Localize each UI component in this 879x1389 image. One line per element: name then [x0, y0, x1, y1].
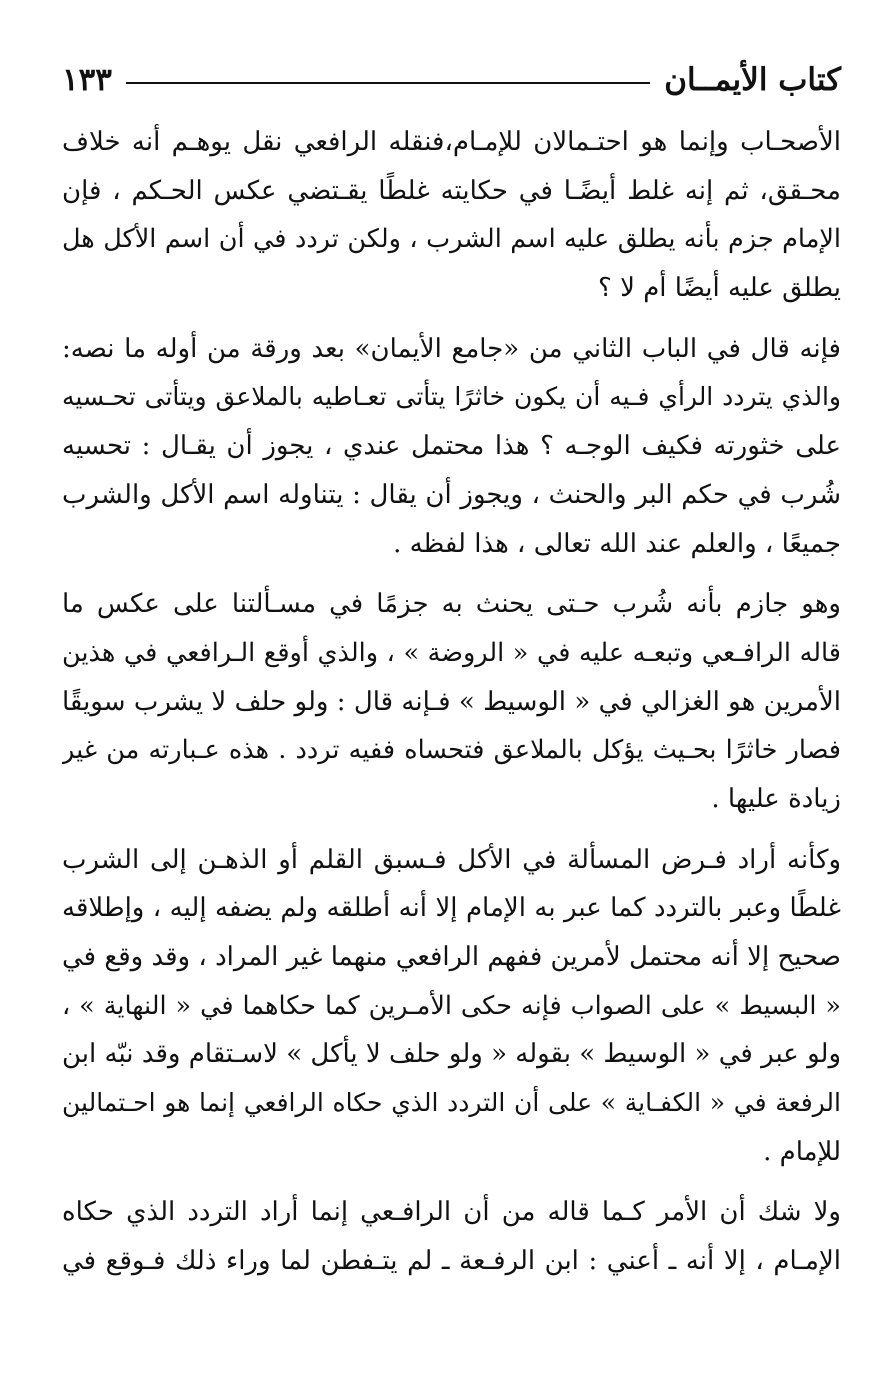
text-line: محـقق، ثم إنه غلط أيضًـا في حكايته غلطًا يقـتضي عكس الحـكم ، فإن: [62, 175, 841, 206]
book-title: كتاب الأيمــان: [664, 62, 841, 98]
header-rule: [126, 82, 650, 84]
text-line: الإمام جزم بأنه يطلق عليه اسم الشرب ، ولكن تردد في أن اسم الأكل هل: [62, 224, 841, 255]
text-line: ولو عبر في « الوسيط » بقوله « ولو حلف لا يأكل » لاسـتقام وقد نبّه ابن: [62, 1039, 841, 1070]
text-line: صحيح إلا أنه محتمل لأمرين ففهم الرافعي منهما غير المراد ، وقد وقع في: [62, 942, 841, 972]
paragraph-5: [62, 1188, 841, 1285]
text-line: جميعًا ، والعلم عند الله تعالى ، هذا لفظه .: [393, 528, 841, 559]
text-line: قاله الرافـعي وتبعـه عليه في « الروضة » ، والذي أوقع الـرافعي في هذين: [62, 637, 841, 668]
text-line: على خثورته فكيف الوجـه ؟ هذا محتمل عندي ، يجوز أن يقـال : تحسيه: [62, 431, 841, 462]
text-line: الإمـام ، إلا أنه ـ أعني : ابن الرفـعة ـ لم يتـفطن لما وراء ذلك فـوقع في: [62, 1246, 841, 1277]
text-line: شُرب في حكم البر والحنث ، ويجوز أن يقال : يتناوله اسم الأكل والشرب: [62, 479, 841, 510]
paragraph-1: [62, 118, 841, 313]
paragraph-4: [62, 836, 841, 1177]
text-line: يطلق عليه أيضًا أم لا ؟: [598, 273, 841, 304]
body-text: [62, 118, 841, 1298]
text-line: الرفعة في « الكفـاية » على أن التردد الذي حكاه الرافعي إنما هو احـتمالين: [62, 1088, 841, 1118]
text-line: ولا شك أن الأمر كـما قاله من أن الرافـعي إنما أراد التردد الذي حكاه: [62, 1197, 841, 1228]
text-line: فصار خاثرًا بحـيث يؤكل بالملاعق فتحساه ففيه تردد . هذه عـبارته من غير: [62, 735, 841, 766]
text-line: زيادة عليها .: [711, 783, 841, 814]
text-line: « البسيط » على الصواب فإنه حكى الأمـرين كما حكاهما في « النهاية » ،: [62, 990, 841, 1021]
text-line: غلطًا وعبر بالتردد كما عبر به الإمام إلا أنه أطلقه ولم يضفه إليه ، وإطلاقه: [62, 893, 841, 924]
text-line: والذي يتردد الرأي فـيه أن يكون خاثرًا يتأتى تعـاطيه بالملاعق ويتأتى تحـسيه: [62, 382, 841, 412]
page-number: ١٣٣: [62, 62, 112, 98]
text-line: الأمرين هو الغزالي في « الوسيط » فـإنه قال : ولو حلف لا يشرب سويقًا: [62, 686, 841, 717]
text-line: وهو جازم بأنه شُرب حـتى يحنث به جزمًا في مسـألتنا على عكس ما: [62, 589, 841, 620]
text-line: للإمام .: [763, 1136, 841, 1167]
paragraph-3: [62, 580, 841, 823]
text-line: الأصحـاب وإنما هو احتـمالان للإمـام،فنقله الرافعي نقل يوهـم أنه خلاف: [62, 127, 841, 157]
paragraph-2: [62, 325, 841, 568]
text-line: وكأنه أراد فـرض المسألة في الأكل فـسبق القلم أو الذهـن إلى الشرب: [62, 844, 841, 875]
running-header: [62, 52, 841, 108]
text-line: فإنه قال في الباب الثاني من «جامع الأيمان» بعد ورقة من أوله ما نصه:: [62, 333, 841, 364]
